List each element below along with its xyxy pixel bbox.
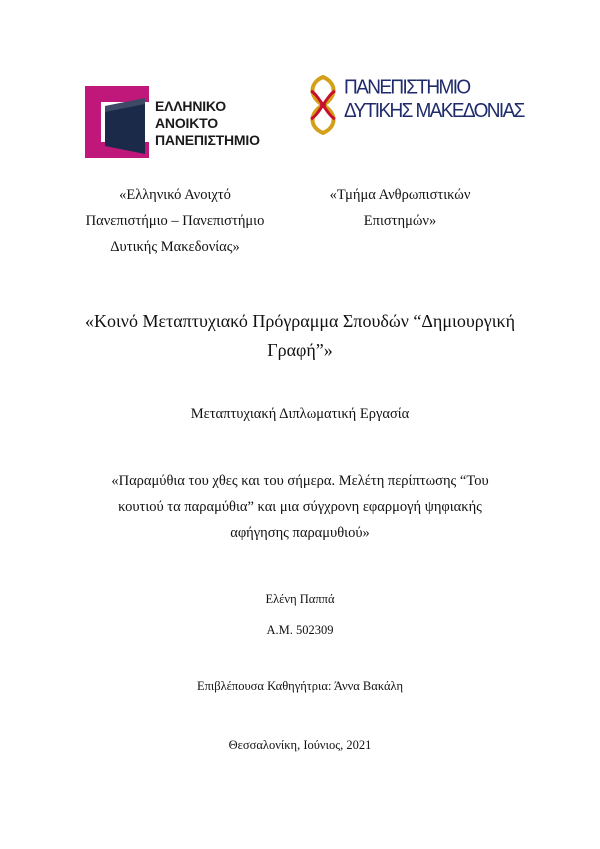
uowm-wordmark-line-1: ΠΑΝΕΠΙΣΤΗΜΙΟ: [344, 76, 470, 99]
institution-left-line-2: Πανεπιστήμιο – Πανεπιστήμιο: [85, 213, 265, 229]
supervisor: Επιβλέπουσα Καθηγήτρια: Άννα Βακάλη: [196, 679, 404, 693]
hou-wordmark-line-1: ΕΛΛΗΝΙΚΟ: [155, 98, 226, 114]
thesis-type: Μεταπτυχιακή Διπλωματική Εργασία: [190, 406, 410, 422]
place-date: Θεσσαλονίκη, Ιούνιος, 2021: [228, 738, 372, 752]
thesis-title: [60, 468, 540, 546]
thesis-title-line-2: κουτιού τα παραμύθια” και μια σύγχρονη εφαρμογή ψηφιακής: [118, 499, 482, 515]
thesis-title-line-1: «Παραμύθια του χθες και του σήμερα. Μελέτη περίπτωσης “Του: [111, 473, 489, 489]
uowm-emblem-icon: [307, 75, 339, 135]
hou-emblem-icon: [85, 84, 151, 159]
institution-right-line-1: «Τμήμα Ανθρωπιστικών: [329, 187, 471, 203]
author-name: Ελένη Παππά: [265, 592, 335, 606]
institution-right: [300, 182, 500, 234]
hou-wordmark-line-2: ΑΝΟΙΚΤΟ: [155, 115, 218, 131]
uowm-wordmark-line-2: ΔΥΤΙΚΗΣ ΜΑΚΕΔΟΝΙΑΣ: [344, 100, 524, 123]
program-title-line-1: «Κοινό Μεταπτυχιακό Πρόγραμμα Σπουδών “Δημιουργική: [84, 311, 516, 331]
hou-logo: [85, 84, 270, 159]
hou-wordmark: [155, 98, 260, 149]
hou-wordmark-line-3: ΠΑΝΕΠΙΣΤΗΜΙΟ: [155, 132, 260, 148]
institution-left-line-1: «Ελληνικό Ανοιχτό: [119, 187, 231, 203]
student-id: Α.Μ. 502309: [266, 623, 334, 637]
program-title-line-2: Γραφή”»: [267, 340, 333, 360]
institution-left: [40, 182, 310, 260]
uowm-logo: [307, 75, 524, 137]
institution-right-line-2: Επιστημών»: [363, 213, 437, 229]
thesis-title-line-3: αφήγησης παραμυθιού»: [230, 525, 370, 541]
uowm-wordmark: [344, 77, 524, 123]
program-title: [40, 307, 560, 365]
institution-left-line-3: Δυτικής Μακεδονίας»: [110, 239, 240, 255]
